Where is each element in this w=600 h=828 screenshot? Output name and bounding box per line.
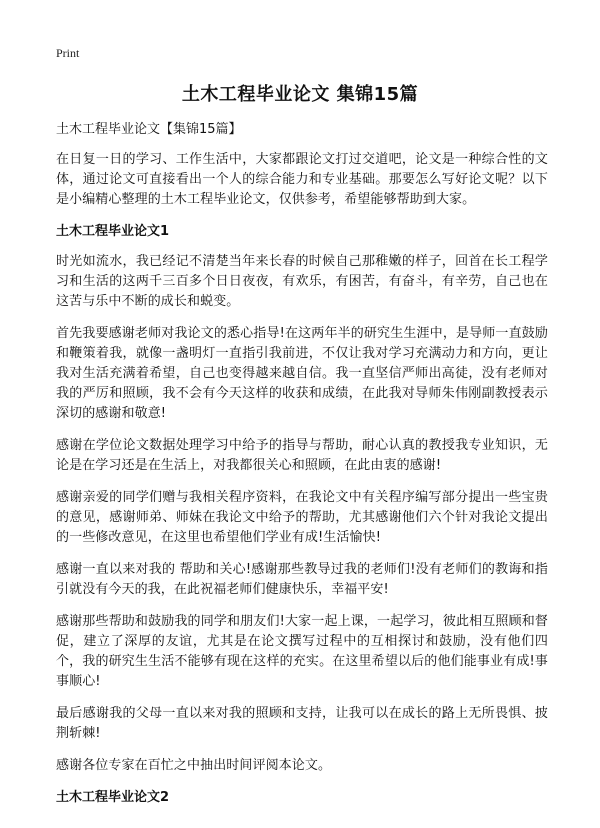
paragraph: 感谢在学位论文数据处理学习中给予的指导与帮助，耐心认真的教授我专业知识，无论是在学习还是在生活上，对我都很关心和照顾，在此由衷的感谢! <box>56 438 548 473</box>
print-label: Print <box>56 46 80 60</box>
document-subtitle: 土木工程毕业论文【集锦15篇】 <box>56 122 242 137</box>
section-heading-1: 土木工程毕业论文1 <box>56 224 170 239</box>
paragraph: 感谢那些帮助和鼓励我的同学和朋友们!大家一起上课，一起学习，彼此相互照顾和督促，建立了深厚的友谊，尤其是在论文撰写过程中的互相探讨和鼓励，没有他们四个，我的研究生生活不能够有现在这样的充实。在这里希望以后的他们能事业有成!事事顺心! <box>56 614 548 689</box>
paragraph: 感谢各位专家在百忙之中抽出时间评阅本论文。 <box>56 758 332 773</box>
paragraph: 感谢亲爱的同学们赠与我相关程序资料，在我论文中有关程序编写部分提出一些宝贵的意见，感谢师弟、师妹在我论文中给予的帮助，尤其感谢他们六个针对我论文提出的一些修改意见，在这里也希望他们学业有成!生活愉快! <box>56 490 548 545</box>
section-heading-2: 土木工程毕业论文2 <box>56 790 170 805</box>
paragraph: 最后感谢我的父母一直以来对我的照顾和支持，让我可以在成长的路上无所畏惧、披荆斩棘! <box>56 706 548 741</box>
paragraph: 时光如流水，我已经记不清楚当年来长春的时候自己那稚嫩的样子，回首在长工程学习和生活的这两千三百多个日日夜夜，有欢乐，有困苦，有奋斗，有辛劳，自己也在这苦与乐中不断的成长和蜕变。 <box>56 254 548 309</box>
intro-paragraph: 在日复一日的学习、工作生活中，大家都跟论文打过交道吧，论文是一种综合性的文体，通过论文可直接看出一个人的综合能力和专业基础。那要怎么写好论文呢？以下是小编精心整理的土木工程毕业论文，仅供参考，希望能够帮助到大家。 <box>56 152 548 207</box>
document-body <box>56 120 548 818</box>
paragraph: 感谢一直以来对我的 帮助和关心!感谢那些教导过我的老师们!没有老师们的教诲和指引就没有今天的我，在此祝福老师们健康快乐，幸福平安! <box>56 562 548 597</box>
paragraph: 首先我要感谢老师对我论文的悉心指导!在这两年半的研究生生涯中，是导师一直鼓励和鞭策着我，就像一盏明灯一直指引我前进，不仅让我对学习充满动力和方向，更让我对生活充满着希望，自己也变得越来越自信。我一直坚信严师出高徒，没有老师对我的严厉和照顾，我不会有今天这样的收获和成绩，在此我对导师朱伟刚副教授表示深切的感谢和敬意! <box>56 326 548 421</box>
document-title: 土木工程毕业论文 集锦15篇 <box>181 84 419 105</box>
